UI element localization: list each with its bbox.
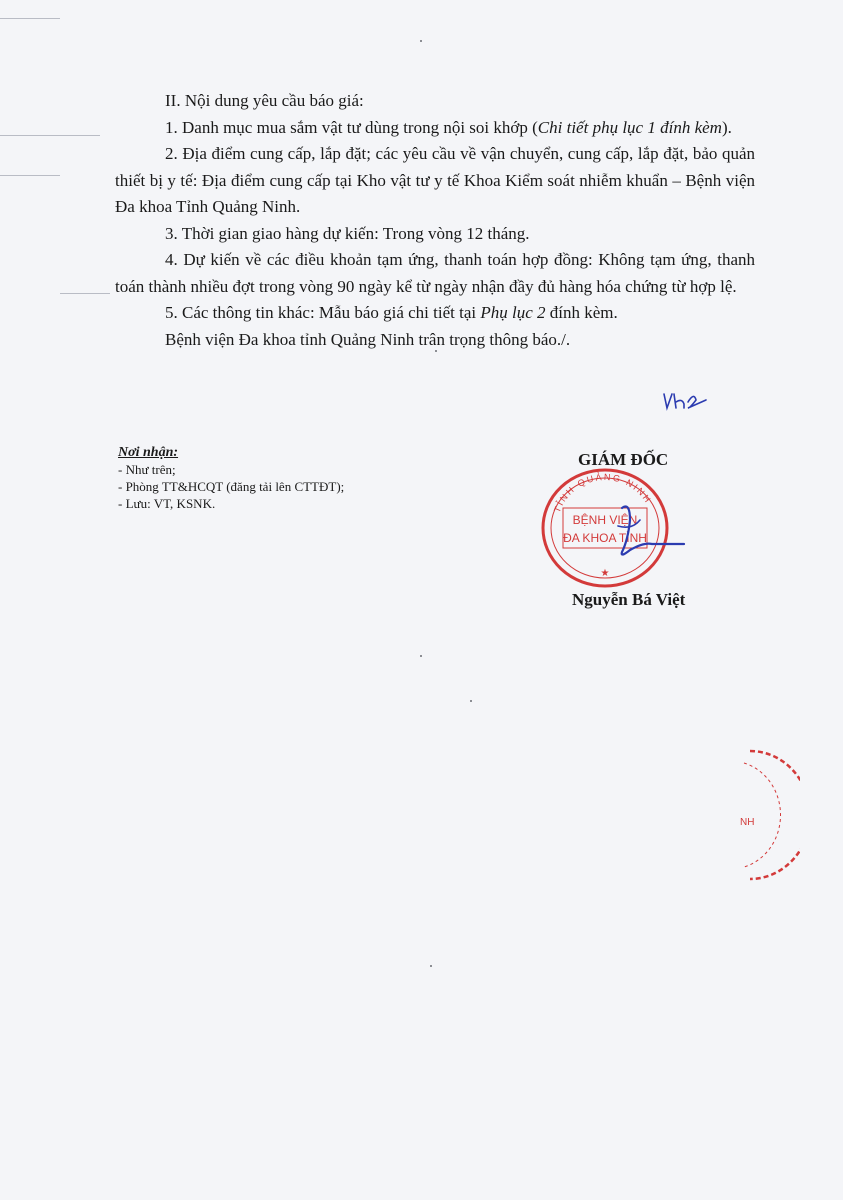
section-heading: II. Nội dung yêu cầu báo giá:: [165, 91, 364, 110]
document-body: [115, 88, 755, 353]
recipients-block: [118, 444, 438, 512]
seal-line-1: BỆNH VIỆN: [572, 513, 638, 527]
recipients-title: Nơi nhận:: [118, 445, 179, 460]
seal-line-2: ĐA KHOA TỈNH: [563, 531, 647, 545]
item-5-text: 5. Các thông tin khác: Mẫu báo giá chi tiết tại: [165, 303, 481, 322]
svg-text:NH: NH: [740, 817, 755, 828]
item-5-suffix: đính kèm.: [545, 303, 618, 322]
scan-artifact: [0, 175, 60, 176]
signer-name: Nguyễn Bá Việt: [572, 590, 686, 609]
recipient-line: - Như trên;: [118, 462, 176, 477]
scan-artifact: [420, 655, 422, 657]
scan-artifact: [0, 135, 100, 136]
signer-title: GIÁM ĐỐC: [578, 450, 669, 469]
item-5: [115, 300, 755, 327]
partial-seal-impression: [720, 745, 800, 885]
scan-artifact: [60, 293, 110, 294]
item-1-text: 1. Danh mục mua sắm vật tư dùng trong nội soi khớp (: [165, 117, 538, 137]
closing-line: Bệnh viện Đa khoa tỉnh Quảng Ninh trân trọng thông báo./.: [165, 329, 571, 349]
seal-ring-text: TỈNH QUẢNG NINH: [551, 471, 654, 514]
scan-artifact: [0, 18, 60, 19]
scan-artifact: [420, 40, 422, 42]
item-5-italic: Phụ lục 2: [480, 303, 546, 322]
seal-star-icon: ★: [600, 568, 610, 579]
handwritten-signature: [600, 500, 700, 570]
handwritten-initials: [660, 388, 710, 414]
recipient-line: - Lưu: VT, KSNK.: [118, 496, 216, 511]
item-1: [115, 115, 755, 142]
recipient-line: - Phòng TT&HCQT (đăng tải lên CTTĐT);: [118, 479, 345, 494]
item-1-suffix: ).: [721, 117, 732, 137]
item-1-italic: Chi tiết phụ lục 1 đính kèm: [537, 117, 722, 137]
scan-artifact: [430, 965, 432, 967]
item-3: 3. Thời gian giao hàng dự kiến: Trong vòng 12 tháng.: [165, 223, 530, 243]
item-4: 4. Dự kiến về các điều khoản tạm ứng, thanh toán hợp đồng: Không tạm ứng, thanh toán thành nhiều đợt trong vòng 90 ngày kể từ ngày nhận đầy đủ hàng hóa chứng từ hợp lệ.: [115, 250, 755, 296]
scan-artifact: [470, 700, 472, 702]
item-2: 2. Địa điểm cung cấp, lắp đặt; các yêu cầu về vận chuyển, cung cấp, lắp đặt, bảo quản thiết bị y tế: Địa điểm cung cấp tại Kho vật tư y tế Khoa Kiểm soát nhiễm khuẩn – Bệnh viện Đa khoa Tỉnh Quảng Ninh.: [115, 144, 755, 216]
